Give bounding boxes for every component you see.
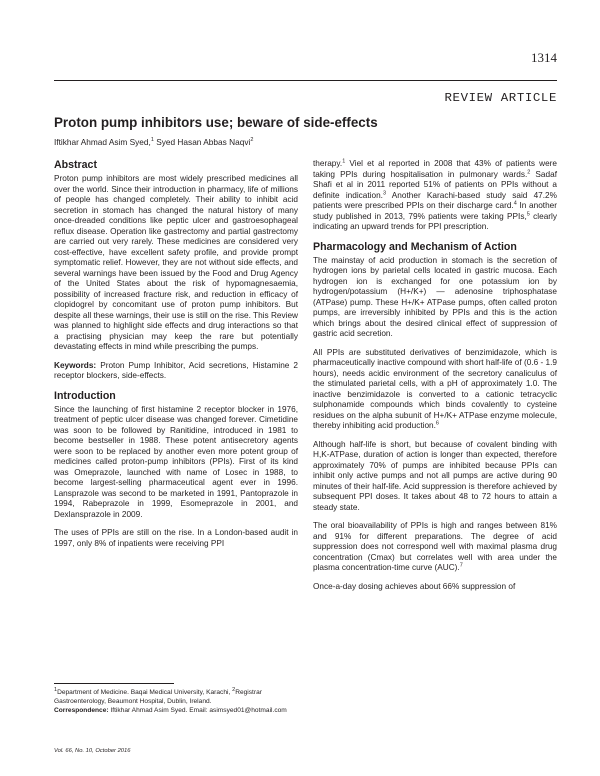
abstract-text: Proton pump inhibitors are most widely prescribed medicines all over the world. Since their introduction in pharmacy, life of millions of people has changed completely. Their ability to inhibit acid secretion in stomach has changed the natural history of many once-dreaded conditions like peptic ulcer and gastroesophageal reflux disease. Operation like gastrectomy and partial gastrectomy are carried out very rarely. These medicines are considered very cost-effective, have excellent safety profile, and provide prompt symptomatic relief. However, they are not without side effects, and several warnings have been issued by the Food and Drug Agency of the United States about the risk of hypomagnesaemia, possibility of increased fracture risk, and reduction in efficacy of clopidogrel by concomitant use of proton pump inhibitors. But despite all these warnings, their use is still on the rise. This Review was planned to highlight side effects and drug interactions so that a practising physician may keep the rare but potentially devastating effects in mind while prescribing the pumps. (54, 174, 298, 351)
pharmacology-paragraph-5: Once-a-day dosing achieves about 66% suppression of (313, 581, 516, 591)
journal-citation: Vol. 66, No. 10, October 2016 (54, 748, 131, 754)
left-column (54, 159, 298, 557)
article-title: Proton pump inhibitors use; beware of side-effects (54, 115, 378, 130)
right-column (313, 159, 557, 600)
correspondence-label: Correspondence: (54, 707, 109, 714)
keywords (54, 361, 298, 382)
pharmacology-paragraph-1: The mainstay of acid production in stomach is the secretion of hydrogen ions by parietal cells located in gastric mucosa. Each hydrogen ion is exchanged for one potassium ion by hydrogen/potassium (H+/K+) — adenosine triphosphatase (ATPase) pump. These H+/K+ ATPase pumps, often called proton pumps, are irreversibly inhibited by PPIs and this is the action which brings about the desired clinical effect of suppression of gastric acid secretion. (313, 255, 557, 338)
correspondence-text: Iftikhar Ahmad Asim Syed. Email: asimsyed01@hotmail.com (108, 707, 287, 714)
page-number: 1314 (531, 50, 557, 65)
keywords-label: Keywords: (54, 360, 97, 370)
pharmacology-paragraph-4: The oral bioavailability of PPIs is high and ranges between 81% and 91% for different preparations. The degree of acid suppression does not correspond well with maximal plasma drug concentration (Cmax) but correlates well with area under the plasma concentration-time curve (AUC).$^7$ (313, 521, 557, 572)
header-rule (54, 80, 557, 81)
author-1-affil: 1 (150, 137, 154, 144)
author-2: Syed Hasan Abbas Naqvi (156, 137, 251, 147)
introduction-paragraph-2: The uses of PPIs are still on the rise. In a London-based audit in 1997, only 8% of inpatients were receiving PPI (54, 528, 298, 548)
pharmacology-paragraph-2: All PPIs are substituted derivatives of benzimidazole, which is pharmaceutically inactive compound with short half-life of (0.6 - 1.9 hours), needs acidic environment of the secretory canaliculus of the stimulated parietal cells, with a pH of approximately 1.0. The inactive benzimidazole is converted to a cationic tetracyclic sulphonamide compounds which binds covalently to cysteine residues on the alpha subunit of H+/K+ ATPase enzyme molecule, thereby inhibiting acid production.$^6$ (313, 347, 557, 430)
author-line (54, 137, 574, 147)
intro-continued-paragraph: therapy.$^1$ Viel et al reported in 2008 that 43% of patients were taking PPIs during hospitalisation in pulmonary wards.$^2$ Sadaf Shafi et al in 2011 reported 51% of patients on PPIs without a definite indication.$^3$ Another Karachi-based study said 47.2% patients were prescribed PPIs on their discharge card.$^4$ In another study published in 2013, 79% patients were taking PPIs,$^5$ clearly indicating an upward trends for PPI prescription. (313, 158, 557, 231)
correspondence (54, 706, 298, 715)
pharmacology-heading: Pharmacology and Mechanism of Action (313, 240, 517, 253)
affiliations: $^1$Department of Medicine. Baqai Medical University, Karachi, $^2$Registrar Gastroenterology, Beaumont Hospital, Dublin, Ireland. (54, 686, 262, 705)
footnotes (54, 688, 298, 715)
abstract-heading: Abstract (54, 159, 97, 171)
section-label: REVIEW ARTICLE (444, 91, 557, 105)
pharmacology-paragraph-3: Although half-life is short, but because of covalent binding with H,K-ATPase, duration of action is longer than expected, therefore approximately 70% of pumps are inhibited because PPIs can inhibit only active pumps and not all pumps are active during 90 minutes of their half-life. Acid suppression is therefore achieved by subsequent PPI doses. It takes about 48 to 72 hours to attain a steady state. (313, 439, 557, 512)
introduction-heading: Introduction (54, 389, 116, 402)
author-1: Iftikhar Ahmad Asim Syed, (54, 137, 151, 147)
keywords-text: Proton Pump Inhibitor, Acid secretions, Histamine 2 receptor blockers, side-effects. (54, 360, 298, 380)
footnote-rule (54, 683, 174, 684)
author-2-affil: 2 (250, 137, 254, 144)
introduction-paragraph-1: Since the launching of first histamine 2 receptor blocker in 1976, treatment of peptic ulcer disease was changed forever. Cimetidine was soon to be followed by Ranitidine, introduced in 1981 to become bestseller in 1988. These potent antisecretory agents were soon to be replaced by another even more potent group of medicines called proton-pump inhibitors (PPIs). First of its kind was Omeprazole, launched with name of Losec in 1988, to become largest-selling pharmaceutical agent ever in 1996. Lansprazole was second to be marketed in 1991, Pantoprazole in 1994, Rabeprazole in 1999, Esomeprazole in 2001, and Dexlansprazole in 2009. (54, 404, 298, 519)
